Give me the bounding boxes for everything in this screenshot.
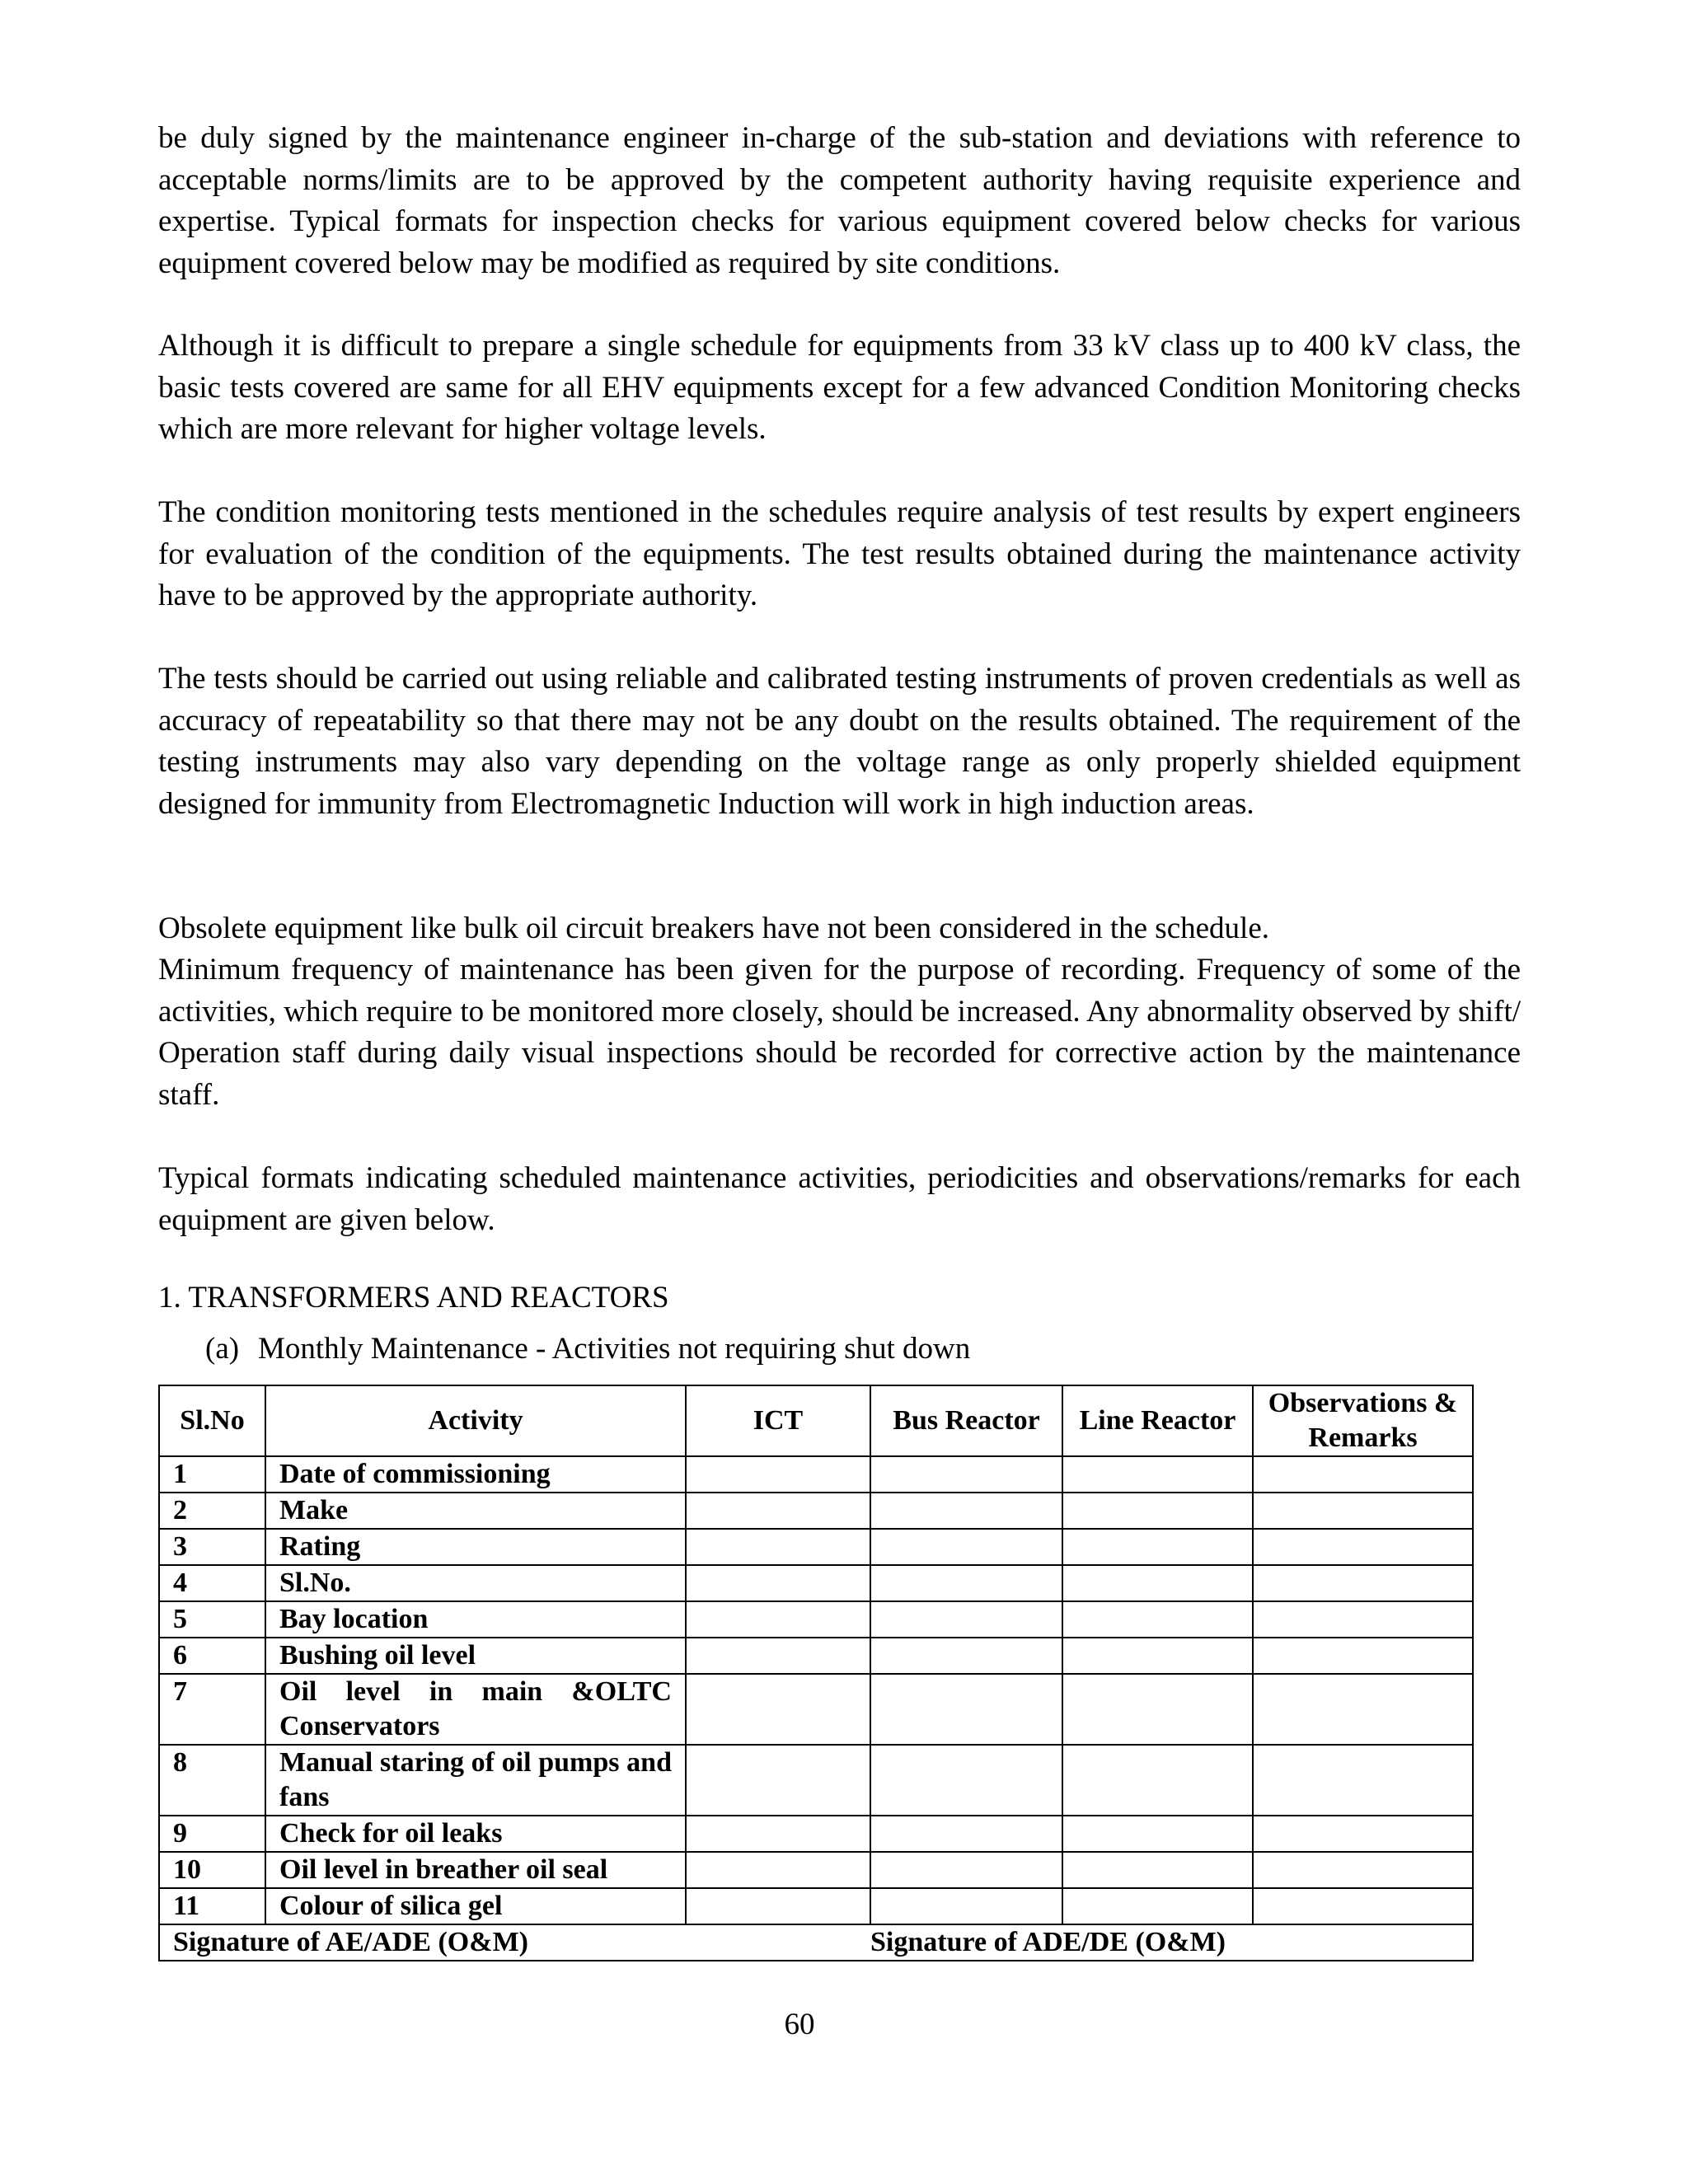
sub-heading-marker: (a)	[205, 1332, 240, 1366]
cell-bus-reactor[interactable]	[870, 1456, 1062, 1493]
sub-heading	[205, 1329, 970, 1370]
row-activity: Oil level in main &OLTC Conservators	[265, 1674, 686, 1745]
cell-ict[interactable]	[686, 1888, 870, 1924]
row-activity: Rating	[265, 1529, 686, 1565]
cell-line-reactor[interactable]	[1062, 1745, 1253, 1816]
cell-ict[interactable]	[686, 1638, 870, 1674]
row-activity: Bay location	[265, 1601, 686, 1638]
row-number: 9	[159, 1816, 265, 1852]
signature-row	[159, 1924, 1473, 1961]
row-activity: Bushing oil level	[265, 1638, 686, 1674]
cell-line-reactor[interactable]	[1062, 1456, 1253, 1493]
table-row	[159, 1852, 1473, 1888]
paragraph-single-schedule: Although it is difficult to prepare a single schedule for equipments from 33 kV class up to 400 kV class, the basic tests covered are same for all EHV equipments except for a few advanced Condition Monitoring checks which are more relevant for higher voltage levels.	[158, 329, 1521, 446]
row-activity: Make	[265, 1493, 686, 1529]
paragraph-signing-approval: be duly signed by the maintenance engineer in-charge of the sub-station and deviations with reference to acceptable norms/limits are to be approved by the competent authority having requisite experience and expertise. Typical formats for inspection checks for various equipment covered below checks for various equipment covered below may be modified as required by site conditions.	[158, 121, 1521, 280]
header-activity: Activity	[265, 1385, 686, 1456]
cell-ict[interactable]	[686, 1601, 870, 1638]
paragraph-testing-instruments: The tests should be carried out using reliable and calibrated testing instruments of proven credentials as well as accuracy of repeatability so that there may not be any doubt on the results obtained. The requirement of the testing instruments may also vary depending on the voltage range as only properly shielded equipment designed for immunity from Electromagnetic Induction will work in high induction areas.	[158, 662, 1521, 821]
cell-ict[interactable]	[686, 1674, 870, 1745]
row-number: 11	[159, 1888, 265, 1924]
page-number: 60	[784, 2008, 815, 2041]
row-number: 6	[159, 1638, 265, 1674]
row-number: 7	[159, 1674, 265, 1745]
paragraph-minimum-frequency: Minimum frequency of maintenance has been given for the purpose of recording. Frequency of some of the activities, which require to be monitored more closely, should be increased. Any abnormality observed by shift/ Operation staff during daily visual inspections should be recorded for corrective action by the maintenance staff.	[158, 953, 1521, 1112]
row-activity: Sl.No.	[265, 1565, 686, 1601]
cell-observations[interactable]	[1253, 1888, 1473, 1924]
cell-line-reactor[interactable]	[1062, 1816, 1253, 1852]
table-row	[159, 1456, 1473, 1493]
cell-observations[interactable]	[1253, 1852, 1473, 1888]
row-number: 10	[159, 1852, 265, 1888]
cell-ict[interactable]	[686, 1745, 870, 1816]
row-number: 3	[159, 1529, 265, 1565]
cell-line-reactor[interactable]	[1062, 1493, 1253, 1529]
cell-observations[interactable]	[1253, 1674, 1473, 1745]
cell-bus-reactor[interactable]	[870, 1601, 1062, 1638]
cell-line-reactor[interactable]	[1062, 1529, 1253, 1565]
cell-line-reactor[interactable]	[1062, 1565, 1253, 1601]
cell-observations[interactable]	[1253, 1601, 1473, 1638]
paragraph-obsolete-equipment: Obsolete equipment like bulk oil circuit breakers have not been considered in the schedule.	[158, 912, 1270, 945]
cell-line-reactor[interactable]	[1062, 1852, 1253, 1888]
row-activity: Oil level in breather oil seal	[265, 1852, 686, 1888]
cell-bus-reactor[interactable]	[870, 1816, 1062, 1852]
row-number: 2	[159, 1493, 265, 1529]
header-bus-reactor: Bus Reactor	[870, 1385, 1062, 1456]
row-activity: Colour of silica gel	[265, 1888, 686, 1924]
row-number: 1	[159, 1456, 265, 1493]
cell-ict[interactable]	[686, 1493, 870, 1529]
cell-ict[interactable]	[686, 1529, 870, 1565]
paragraph-typical-formats: Typical formats indicating scheduled maintenance activities, periodicities and observations/remarks for each equipment are given below.	[158, 1161, 1521, 1237]
header-slno: Sl.No	[159, 1385, 265, 1456]
table-row	[159, 1638, 1473, 1674]
signature-ae-ade: Signature of AE/ADE (O&M)	[159, 1924, 870, 1961]
cell-observations[interactable]	[1253, 1638, 1473, 1674]
header-observations: Observations & Remarks	[1253, 1385, 1473, 1456]
table-header-row	[159, 1385, 1473, 1456]
cell-ict[interactable]	[686, 1565, 870, 1601]
header-ict: ICT	[686, 1385, 870, 1456]
row-number: 5	[159, 1601, 265, 1638]
row-number: 8	[159, 1745, 265, 1816]
cell-ict[interactable]	[686, 1456, 870, 1493]
row-activity: Check for oil leaks	[265, 1816, 686, 1852]
cell-bus-reactor[interactable]	[870, 1674, 1062, 1745]
table-row	[159, 1565, 1473, 1601]
cell-observations[interactable]	[1253, 1493, 1473, 1529]
cell-bus-reactor[interactable]	[870, 1852, 1062, 1888]
signature-ade-de: Signature of ADE/DE (O&M)	[870, 1924, 1473, 1961]
cell-line-reactor[interactable]	[1062, 1601, 1253, 1638]
cell-bus-reactor[interactable]	[870, 1529, 1062, 1565]
paragraph-condition-monitoring: The condition monitoring tests mentioned in the schedules require analysis of test results by expert engineers for evaluation of the condition of the equipments. The test results obtained during the maintenance activity have to be approved by the appropriate authority.	[158, 495, 1521, 612]
table-row	[159, 1888, 1473, 1924]
cell-observations[interactable]	[1253, 1745, 1473, 1816]
maintenance-table	[158, 1385, 1474, 1961]
cell-observations[interactable]	[1253, 1816, 1473, 1852]
table-row	[159, 1493, 1473, 1529]
cell-ict[interactable]	[686, 1816, 870, 1852]
table-row	[159, 1674, 1473, 1745]
table-row	[159, 1816, 1473, 1852]
header-line-reactor: Line Reactor	[1062, 1385, 1253, 1456]
table-row	[159, 1601, 1473, 1638]
cell-line-reactor[interactable]	[1062, 1638, 1253, 1674]
cell-bus-reactor[interactable]	[870, 1745, 1062, 1816]
row-number: 4	[159, 1565, 265, 1601]
row-activity: Manual staring of oil pumps and fans	[265, 1745, 686, 1816]
cell-observations[interactable]	[1253, 1565, 1473, 1601]
cell-bus-reactor[interactable]	[870, 1888, 1062, 1924]
section-heading: 1. TRANSFORMERS AND REACTORS	[158, 1281, 669, 1315]
cell-bus-reactor[interactable]	[870, 1638, 1062, 1674]
cell-line-reactor[interactable]	[1062, 1888, 1253, 1924]
cell-line-reactor[interactable]	[1062, 1674, 1253, 1745]
cell-observations[interactable]	[1253, 1529, 1473, 1565]
cell-bus-reactor[interactable]	[870, 1493, 1062, 1529]
table-row	[159, 1745, 1473, 1816]
cell-bus-reactor[interactable]	[870, 1565, 1062, 1601]
sub-heading-text: Monthly Maintenance - Activities not requiring shut down	[258, 1332, 971, 1366]
cell-ict[interactable]	[686, 1852, 870, 1888]
row-activity: Date of commissioning	[265, 1456, 686, 1493]
table-row	[159, 1529, 1473, 1565]
cell-observations[interactable]	[1253, 1456, 1473, 1493]
